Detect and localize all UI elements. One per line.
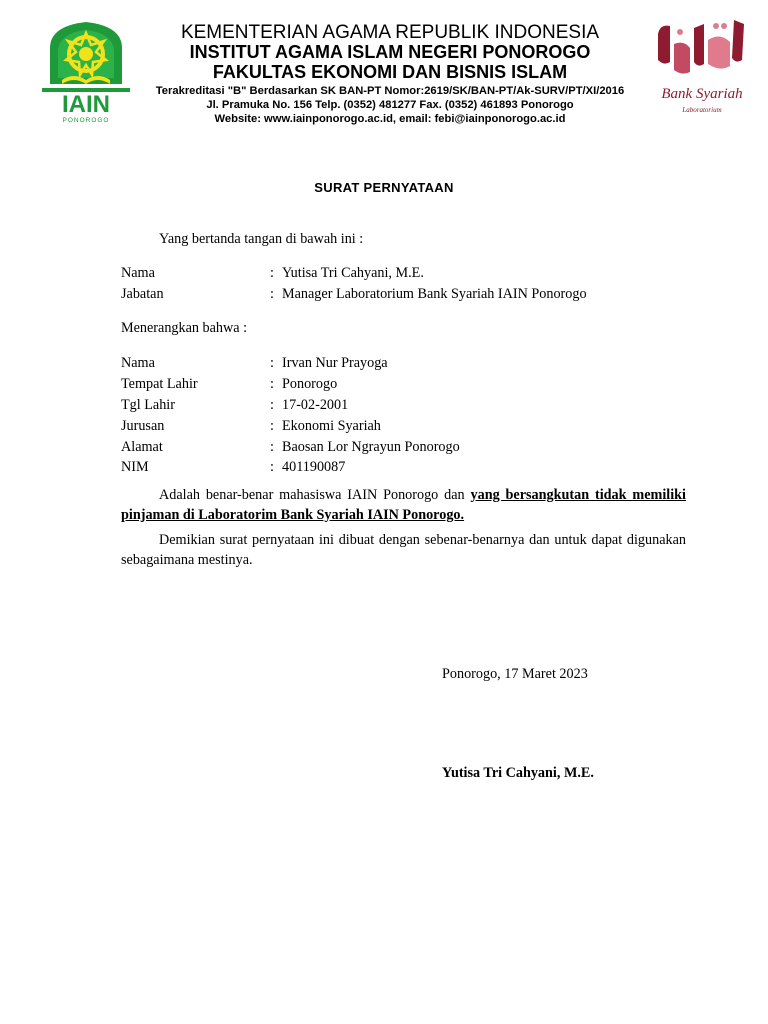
signer-field-row	[121, 284, 721, 305]
field-label: Tgl Lahir	[121, 397, 175, 413]
field-value: 17-02-2001	[282, 397, 349, 413]
faculty-name: FAKULTAS EKONOMI DAN BISNIS ISLAM	[212, 62, 568, 82]
field-colon: :	[270, 265, 274, 281]
intro-text: Yang bertanda tangan di bawah ini :	[159, 231, 364, 247]
field-colon: :	[270, 355, 274, 371]
statement-text: Adalah benar-benar mahasiswa IAIN Ponorogo dan	[159, 487, 471, 503]
address-line: Jl. Pramuka No. 156 Telp. (0352) 481277 Fax. (0352) 461893 Ponorogo	[206, 99, 574, 111]
svg-text:Laboratorium: Laboratorium	[682, 106, 722, 114]
field-value: Irvan Nur Prayoga	[282, 355, 388, 371]
svg-text:Bank Syariah: Bank Syariah	[661, 86, 743, 102]
student-field-row	[121, 437, 721, 458]
closing-text: Demikian surat pernyataan ini dibuat dengan sebenar-benarnya dan untuk dapat digunakan sebagaimana mestinya.	[121, 532, 686, 568]
field-colon: :	[270, 397, 274, 413]
student-field-row	[121, 374, 721, 395]
field-label: Nama	[121, 265, 155, 281]
svg-text:PONOROGO: PONOROGO	[62, 117, 110, 124]
letterhead	[140, 22, 640, 126]
field-value: Ekonomi Syariah	[282, 418, 381, 434]
institute-name: INSTITUT AGAMA ISLAM NEGERI PONOROGO	[189, 42, 591, 62]
statement-emphasis: yang bersangkutan tidak memiliki pinjaman di Laboratorim Bank Syariah IAIN Ponorogo.	[121, 487, 686, 523]
field-value: Ponorogo	[282, 376, 338, 392]
iain-emblem-icon	[36, 18, 136, 126]
field-colon: :	[270, 439, 274, 455]
field-value: Manager Laboratorium Bank Syariah IAIN Ponorogo	[282, 286, 587, 302]
ministry-name: KEMENTERIAN AGAMA REPUBLIK INDONESIA	[180, 22, 600, 43]
field-label: Tempat Lahir	[121, 376, 198, 392]
accreditation-line: Terakreditasi "B" Berdasarkan SK BAN-PT Nomor:2619/SK/BAN-PT/Ak-SURV/PT/XI/2016	[155, 85, 625, 97]
svg-text:IAIN: IAIN	[62, 91, 110, 118]
statement-paragraph	[121, 485, 686, 525]
field-value: 401190087	[282, 459, 346, 475]
signer-field-row	[121, 263, 721, 284]
closing-paragraph	[121, 530, 686, 570]
signature-place-date: Ponorogo, 17 Maret 2023	[442, 666, 588, 682]
student-field-row	[121, 457, 721, 478]
letter-title: SURAT PERNYATAAN	[314, 180, 454, 195]
field-label: Jurusan	[121, 418, 165, 434]
signature-name: Yutisa Tri Cahyani, M.E.	[442, 765, 594, 781]
field-value: Yutisa Tri Cahyani, M.E.	[282, 265, 424, 281]
field-label: Nama	[121, 355, 155, 371]
website-line: Website: www.iainponorogo.ac.id, email: febi@iainponorogo.ac.id	[214, 113, 566, 125]
field-label: NIM	[121, 459, 149, 475]
iain-logo	[36, 18, 136, 126]
explains-text: Menerangkan bahwa :	[121, 320, 248, 336]
student-field-row	[121, 395, 721, 416]
field-colon: :	[270, 376, 274, 392]
field-colon: :	[270, 418, 274, 434]
student-field-row	[121, 353, 721, 374]
field-colon: :	[270, 286, 274, 302]
student-field-row	[121, 416, 721, 437]
bank-syariah-emblem-icon	[650, 14, 750, 122]
field-label: Alamat	[121, 439, 163, 455]
bank-syariah-logo	[650, 14, 750, 122]
field-value: Baosan Lor Ngrayun Ponorogo	[282, 439, 460, 455]
field-colon: :	[270, 459, 274, 475]
field-label: Jabatan	[121, 286, 164, 302]
